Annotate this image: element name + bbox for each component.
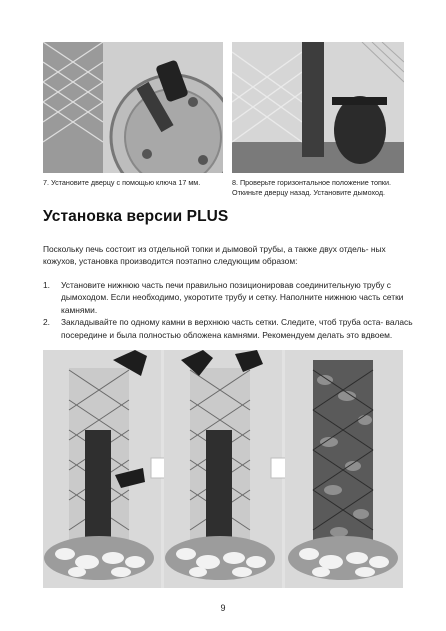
steps-list bbox=[43, 279, 413, 341]
caption-photo-8: 8. Проверьте горизонтальное положение топки. Откиньте дверцу назад. Установите дымоход. bbox=[232, 178, 391, 197]
step-number: 1. bbox=[43, 280, 50, 290]
section-title: Установка версии PLUS bbox=[43, 208, 229, 225]
list-item bbox=[43, 279, 413, 316]
photo-stone-filling-sequence bbox=[43, 350, 403, 588]
panel-full-fill bbox=[285, 350, 403, 588]
list-item bbox=[43, 316, 413, 341]
panel-partial-fill bbox=[164, 350, 282, 588]
caption-photo-7: 7. Установите дверцу с помощью ключа 17 мм. bbox=[43, 178, 201, 187]
panel-empty-mesh bbox=[43, 350, 161, 588]
photo-chimney-installation bbox=[232, 42, 404, 173]
step-text: Закладывайте по одному камни в верхнюю часть сетки. Следите, чтоб труба оста- валась посередине и была полностью обложена камнями. Рекомендуем делать это вдвоем. bbox=[61, 317, 413, 340]
page-number: 9 bbox=[220, 603, 226, 613]
intro-paragraph: Поскольку печь состоит из отдельной топки и дымовой трубы, а также двух отдель- ных кожухов, установка производится поэтапно следующим образом: bbox=[43, 244, 386, 267]
step-text: Установите нижнюю часть печи правильно позиционировав соединительную трубу с дымоходом. Если необходимо, укоротите трубу и сетку. Наполните нижнюю часть сетки камнями. bbox=[61, 280, 404, 315]
step-number: 2. bbox=[43, 317, 50, 328]
photo-door-installation bbox=[43, 42, 223, 173]
